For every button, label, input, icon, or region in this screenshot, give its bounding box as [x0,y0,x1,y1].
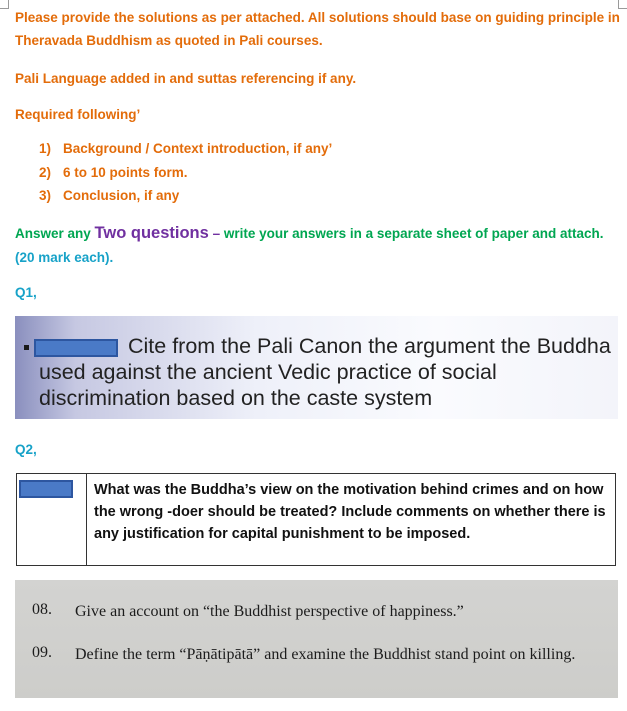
q2-table [16,473,616,566]
q2-label: Q2, [15,442,37,457]
list-item: 3) Conclusion, if any [39,188,180,203]
q2-text: What was the Buddha’s view on the motivation behind crimes and on how the wrong -doer should be treated? Include comments on whether there is any justification for capital punishment to be imposed. [94,482,606,543]
answer-highlight: Two questions [94,224,209,242]
table-border [16,474,17,565]
q1-slide-image [15,316,618,419]
q1-text: Cite from the Pali Canon the argument the Buddha used against the ancient Vedic practice of social discrimination based on the caste system [39,334,611,410]
page-corner-mark [0,0,9,9]
table-border [86,474,87,565]
intro-paragraph: Please provide the solutions as per attached. All solutions should base on guiding principle in Theravada Buddhism as quoted in Pali courses. [15,10,620,48]
list-item: 2) 6 to 10 points form. [39,164,188,180]
list-item: 1) Background / Context introduction, if any’ [39,141,333,156]
exam-item-text: Define the term “Pāṇātipātā” and examine the Buddhist stand point on killing. [75,646,576,663]
bullet-icon [24,345,29,350]
exam-item-text: Give an account on “the Buddhist perspective of happiness.” [75,603,464,620]
exam-scan-image [15,580,618,698]
table-border [615,474,616,565]
q1-label: Q1, [15,285,37,300]
exam-item-number: 09. [32,644,52,661]
exam-item-number: 08. [32,601,52,618]
answer-instruction: Answer any Two questions – write your answers in a separate sheet of paper and attach. (20 mark each). [15,224,604,265]
required-heading: Required following’ [15,107,141,122]
pali-note: Pali Language added in and suttas referencing if any. [15,71,357,86]
requirements-list [39,137,332,208]
redaction-box [19,480,73,498]
